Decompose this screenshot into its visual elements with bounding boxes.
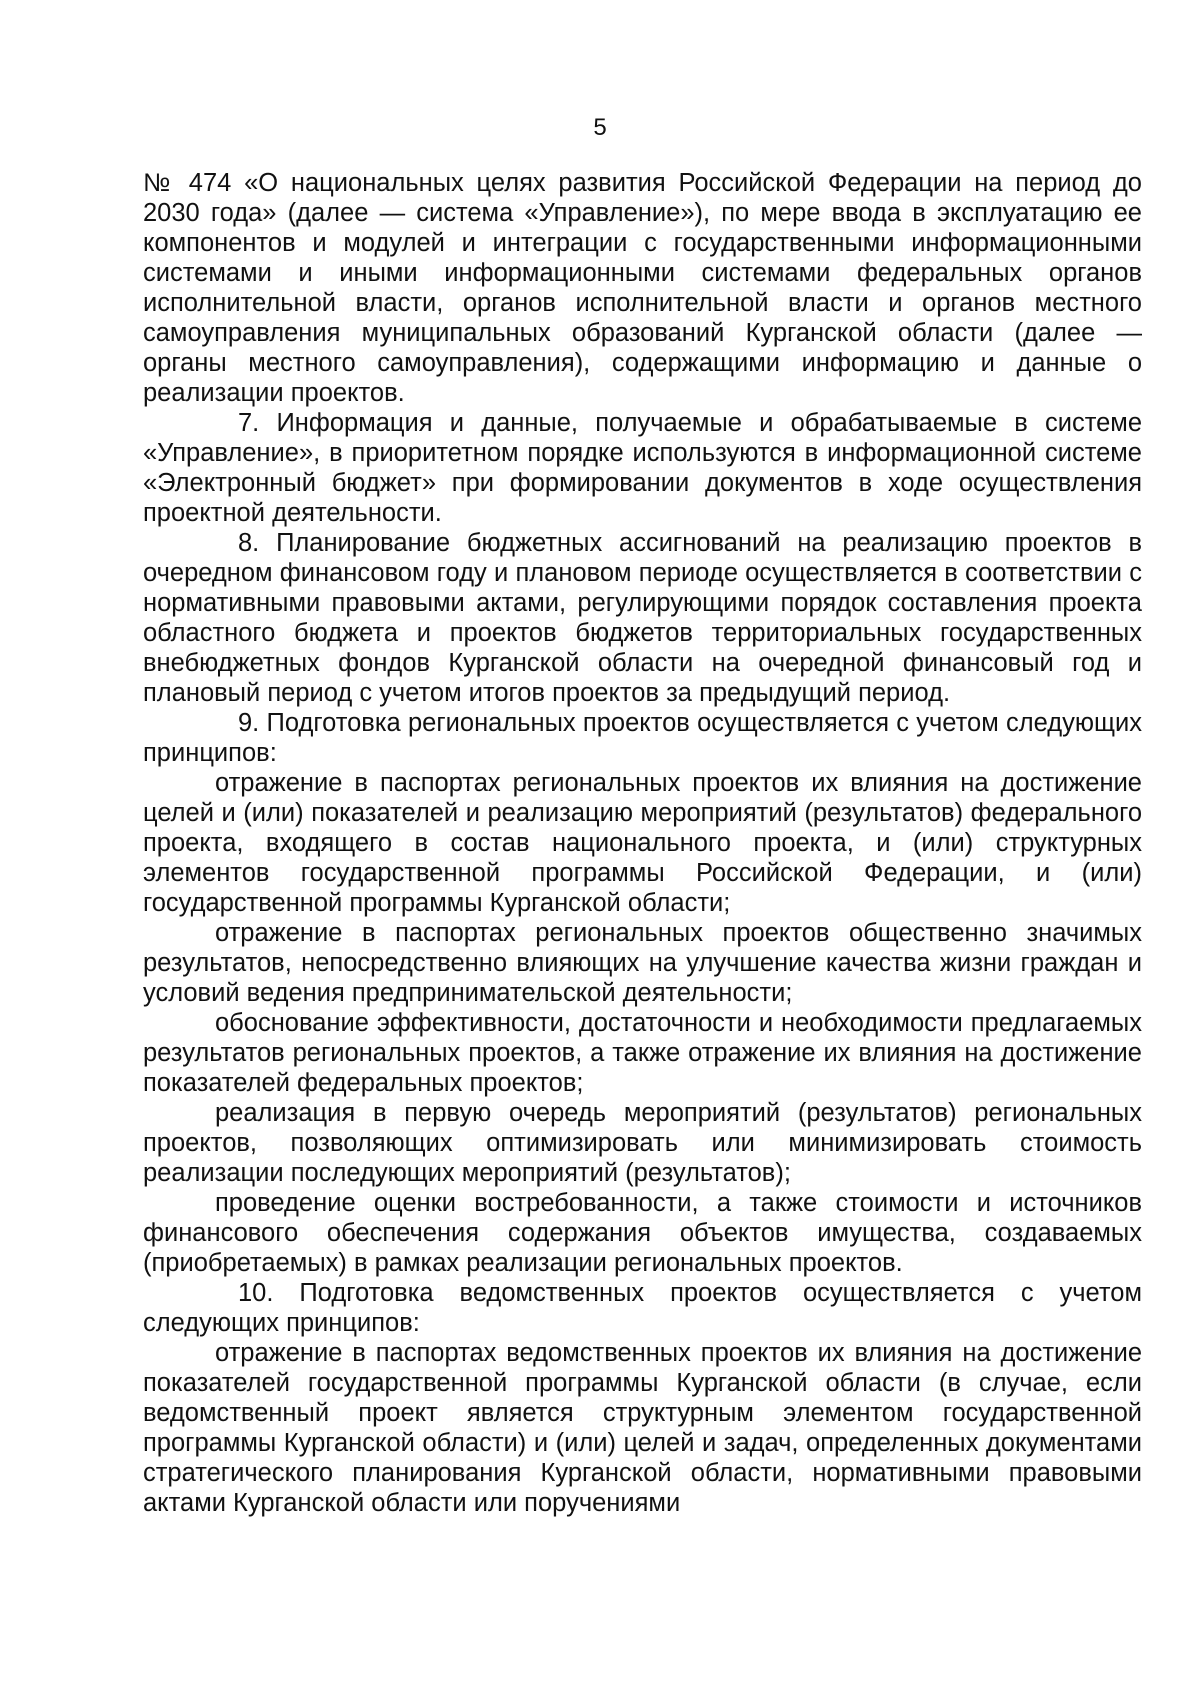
principle-regional-1: отражение в паспортах региональных проектов их влияния на достижение целей и (или) показателей и реализацию мероприятий (результатов) федерального проекта, входящего в состав национального проекта, и (или) структурных элементов государственной программы Российской Федерации, и (или) государственной программы Курганской области;	[143, 769, 1142, 917]
document-body	[143, 168, 1142, 1518]
principle-regional-4: реализация в первую очередь мероприятий (результатов) региональных проектов, позволяющих оптимизировать или минимизировать стоимость реализации последующих мероприятий (результатов);	[143, 1099, 1142, 1187]
paragraph-item-8: 8. Планирование бюджетных ассигнований на реализацию проектов в очередном финансовом году и плановом периоде осуществляется в соответствии с нормативными правовыми актами, регулирующими порядок составления проекта областного бюджета и проектов бюджетов территориальных государственных внебюджетных фондов Курганской области на очередной финансовый год и плановый период с учетом итогов проектов за предыдущий период.	[143, 529, 1142, 707]
page-number: 5	[593, 114, 607, 141]
principle-regional-5: проведение оценки востребованности, а также стоимости и источников финансового обеспечения содержания объектов имущества, создаваемых (приобретаемых) в рамках реализации региональных проектов.	[143, 1189, 1142, 1277]
paragraph-item-7: 7. Информация и данные, получаемые и обрабатываемые в системе «Управление», в приоритетном порядке используются в информационной системе «Электронный бюджет» при формировании документов в ходе осуществления проектной деятельности.	[143, 409, 1142, 527]
principle-regional-3: обоснование эффективности, достаточности и необходимости предлагаемых результатов региональных проектов, а также отражение их влияния на достижение показателей федеральных проектов;	[143, 1009, 1142, 1097]
principle-departmental-1: отражение в паспортах ведомственных проектов их влияния на достижение показателей государственной программы Курганской области (в случае, если ведомственный проект является структурным элементом государственной программы Курганской области) и (или) целей и задач, определенных документами стратегического планирования Курганской области, нормативными правовыми актами Курганской области или поручениями	[143, 1339, 1142, 1517]
paragraph-item-9: 9. Подготовка региональных проектов осуществляется с учетом следующих принципов:	[143, 709, 1142, 767]
principle-regional-2: отражение в паспортах региональных проектов общественно значимых результатов, непосредственно влияющих на улучшение качества жизни граждан и условий ведения предпринимательской деятельности;	[143, 919, 1142, 1007]
paragraph-item-10: 10. Подготовка ведомственных проектов осуществляется с учетом следующих принципов:	[143, 1279, 1142, 1337]
paragraph-continuation: № 474 «О национальных целях развития Российской Федерации на период до 2030 года» (далее — система «Управление»), по мере ввода в эксплуатацию ее компонентов и модулей и интеграции с государственными информационными системами и иными информационными системами федеральных органов исполнительной власти, органов исполнительной власти и органов местного самоуправления муниципальных образований Курганской области (далее — органы местного самоуправления), содержащими информацию и данные о реализации проектов.	[143, 169, 1142, 407]
